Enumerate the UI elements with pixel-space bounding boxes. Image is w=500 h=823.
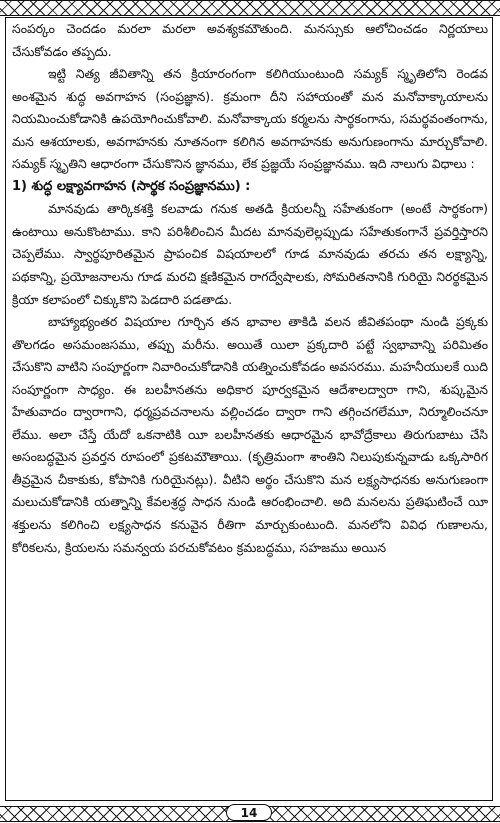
page-number xyxy=(226,804,272,821)
page-number-label: 14 xyxy=(240,805,258,820)
body-text xyxy=(12,18,488,559)
paragraph-samprajnana-intro: ఇట్టి నిత్య జీవితాన్ని తన క్రియారంగంగా కలిగియుంటుంది సమ్యక్ స్మృతిలోని రెండవ అంశమైన శుద్ధ అవగాహన (సంప్రజ్ఞాన). క్రమంగా దీని సహాయంతో మన మనోవాక్కాయాలను నియమించుకోడానికి ఉపయోగించుకోవాలి. మనోవాక్కాయ కర్మలను సార్థకంగాను, సమర్థవంతంగాను, మన ఆశయాలకు, అవగాహనకు నూతనంగా కలిగిన అవగాహనకు అనుగుణంగాను మార్చుకోవాలి. సమ్యక్ స్మృతిని ఆధారంగా చేసుకొనిన జ్ఞానము, లేక ప్రజ్ఞయే సంప్రజ్ఞానము. ఇది నాలుగు విధాలు : xyxy=(12,66,488,172)
paragraph-deviation: బాహ్యాభ్యంతర విషయాల గూర్చిన తన భావాల తాకిడి వలన జీవితపంథా నుండి ప్రక్కకు తొలగడం అసమంజసము, తప్పు మరీను. అయితే యిలా ప్రక్కదారి పట్టే స్వభావాన్ని పరిమితం చేసుకొని వాటిని సంపూర్ణంగా నివారించుకోడానికి యత్నించుకోవడం అవసరము. మహనీయులకే యిది సంపూర్ణంగా సాధ్యం. ఈ బలహీనతను అధికార పూర్వకమైన ఆదేశాలద్వారా గాని, శుష్కమైన హేతువాదం ద్వారాగాని, ధర్మప్రవచనాలను వల్లించడం ద్వారా గాని తగ్గించగలేమూ, నిర్మూలించనూ లేము. అలా చేస్తే యేదో ఒకనాటికి యీ బలహీనతకు ఆధారమైన భావోద్రేకాలు తిరుగుబాటు చేసి అసంబద్ధమైన ప్రవర్తన రూపంలో ప్రకటమౌతాయి. (కృత్రిమంగా శాంతిని నిలుపుకున్నవాడు ఒక్కసారిగ తీవ్రమైన చీకాకుకు, కోపానికి గురియైనట్లు). వీటిని అర్థం చేసుకొని మన లక్ష్యసాధనకు అనుగుణంగా మలుచుకోడానికి యత్నాన్ని కేవలశ్రద్ధ సాధన నుండి ఆరంభించాలి. అది మనలను ప్రతిఘటించే యీ శక్తులను కలిగించి లక్ష్యసాధన కనువైన రీతిగా మార్చుకుంటుంది. మనలోని వివిధ గుణాలను, కోరికలను, క్రియలను సమన్వయ పరచుకోవటం క్రమబద్ధము, సహజము అయిన xyxy=(12,314,488,555)
paragraph-rational-action: మానవుడు తార్కికశక్తి కలవాడు గనుక అతడి క్రియలన్నీ సహేతుకంగా (అంటే సార్థకంగా) ఉంటాయి అనుకొంటాము. కాని పరిశీలించిన మీదట మానవులెల్లప్పుడు సహేతుకంగానే ప్రవర్తిస్తారని చెప్పలేము. స్వార్థపూరితమైన ప్రాపంచిక విషయాలలో గూడ మానవుడు తరచు తన లక్ష్యాన్ని, పథకాన్ని, ప్రయోజనాలను గూడ మరచి క్షణికమైన రాగద్వేషాలకు, సోమరితనానికి గురియై నిరర్థకమైన క్రియా కలాపంలో చిక్కుకొని పెడదారి పడతాడు. xyxy=(12,201,488,307)
paragraph-continuation: సంపర్కం చెందడం మరలా మరలా అవశ్యకమౌతుంది. మనస్సుకు ఆలోచించడం నిర్ణయాలు చేసుకోవడం తప్పదు. xyxy=(12,21,488,59)
section-heading: 1) శుద్ధ లక్ష్యావగాహన (సార్థక సంప్రజ్ఞానము) : xyxy=(12,178,251,194)
top-decorative-border xyxy=(0,0,500,16)
